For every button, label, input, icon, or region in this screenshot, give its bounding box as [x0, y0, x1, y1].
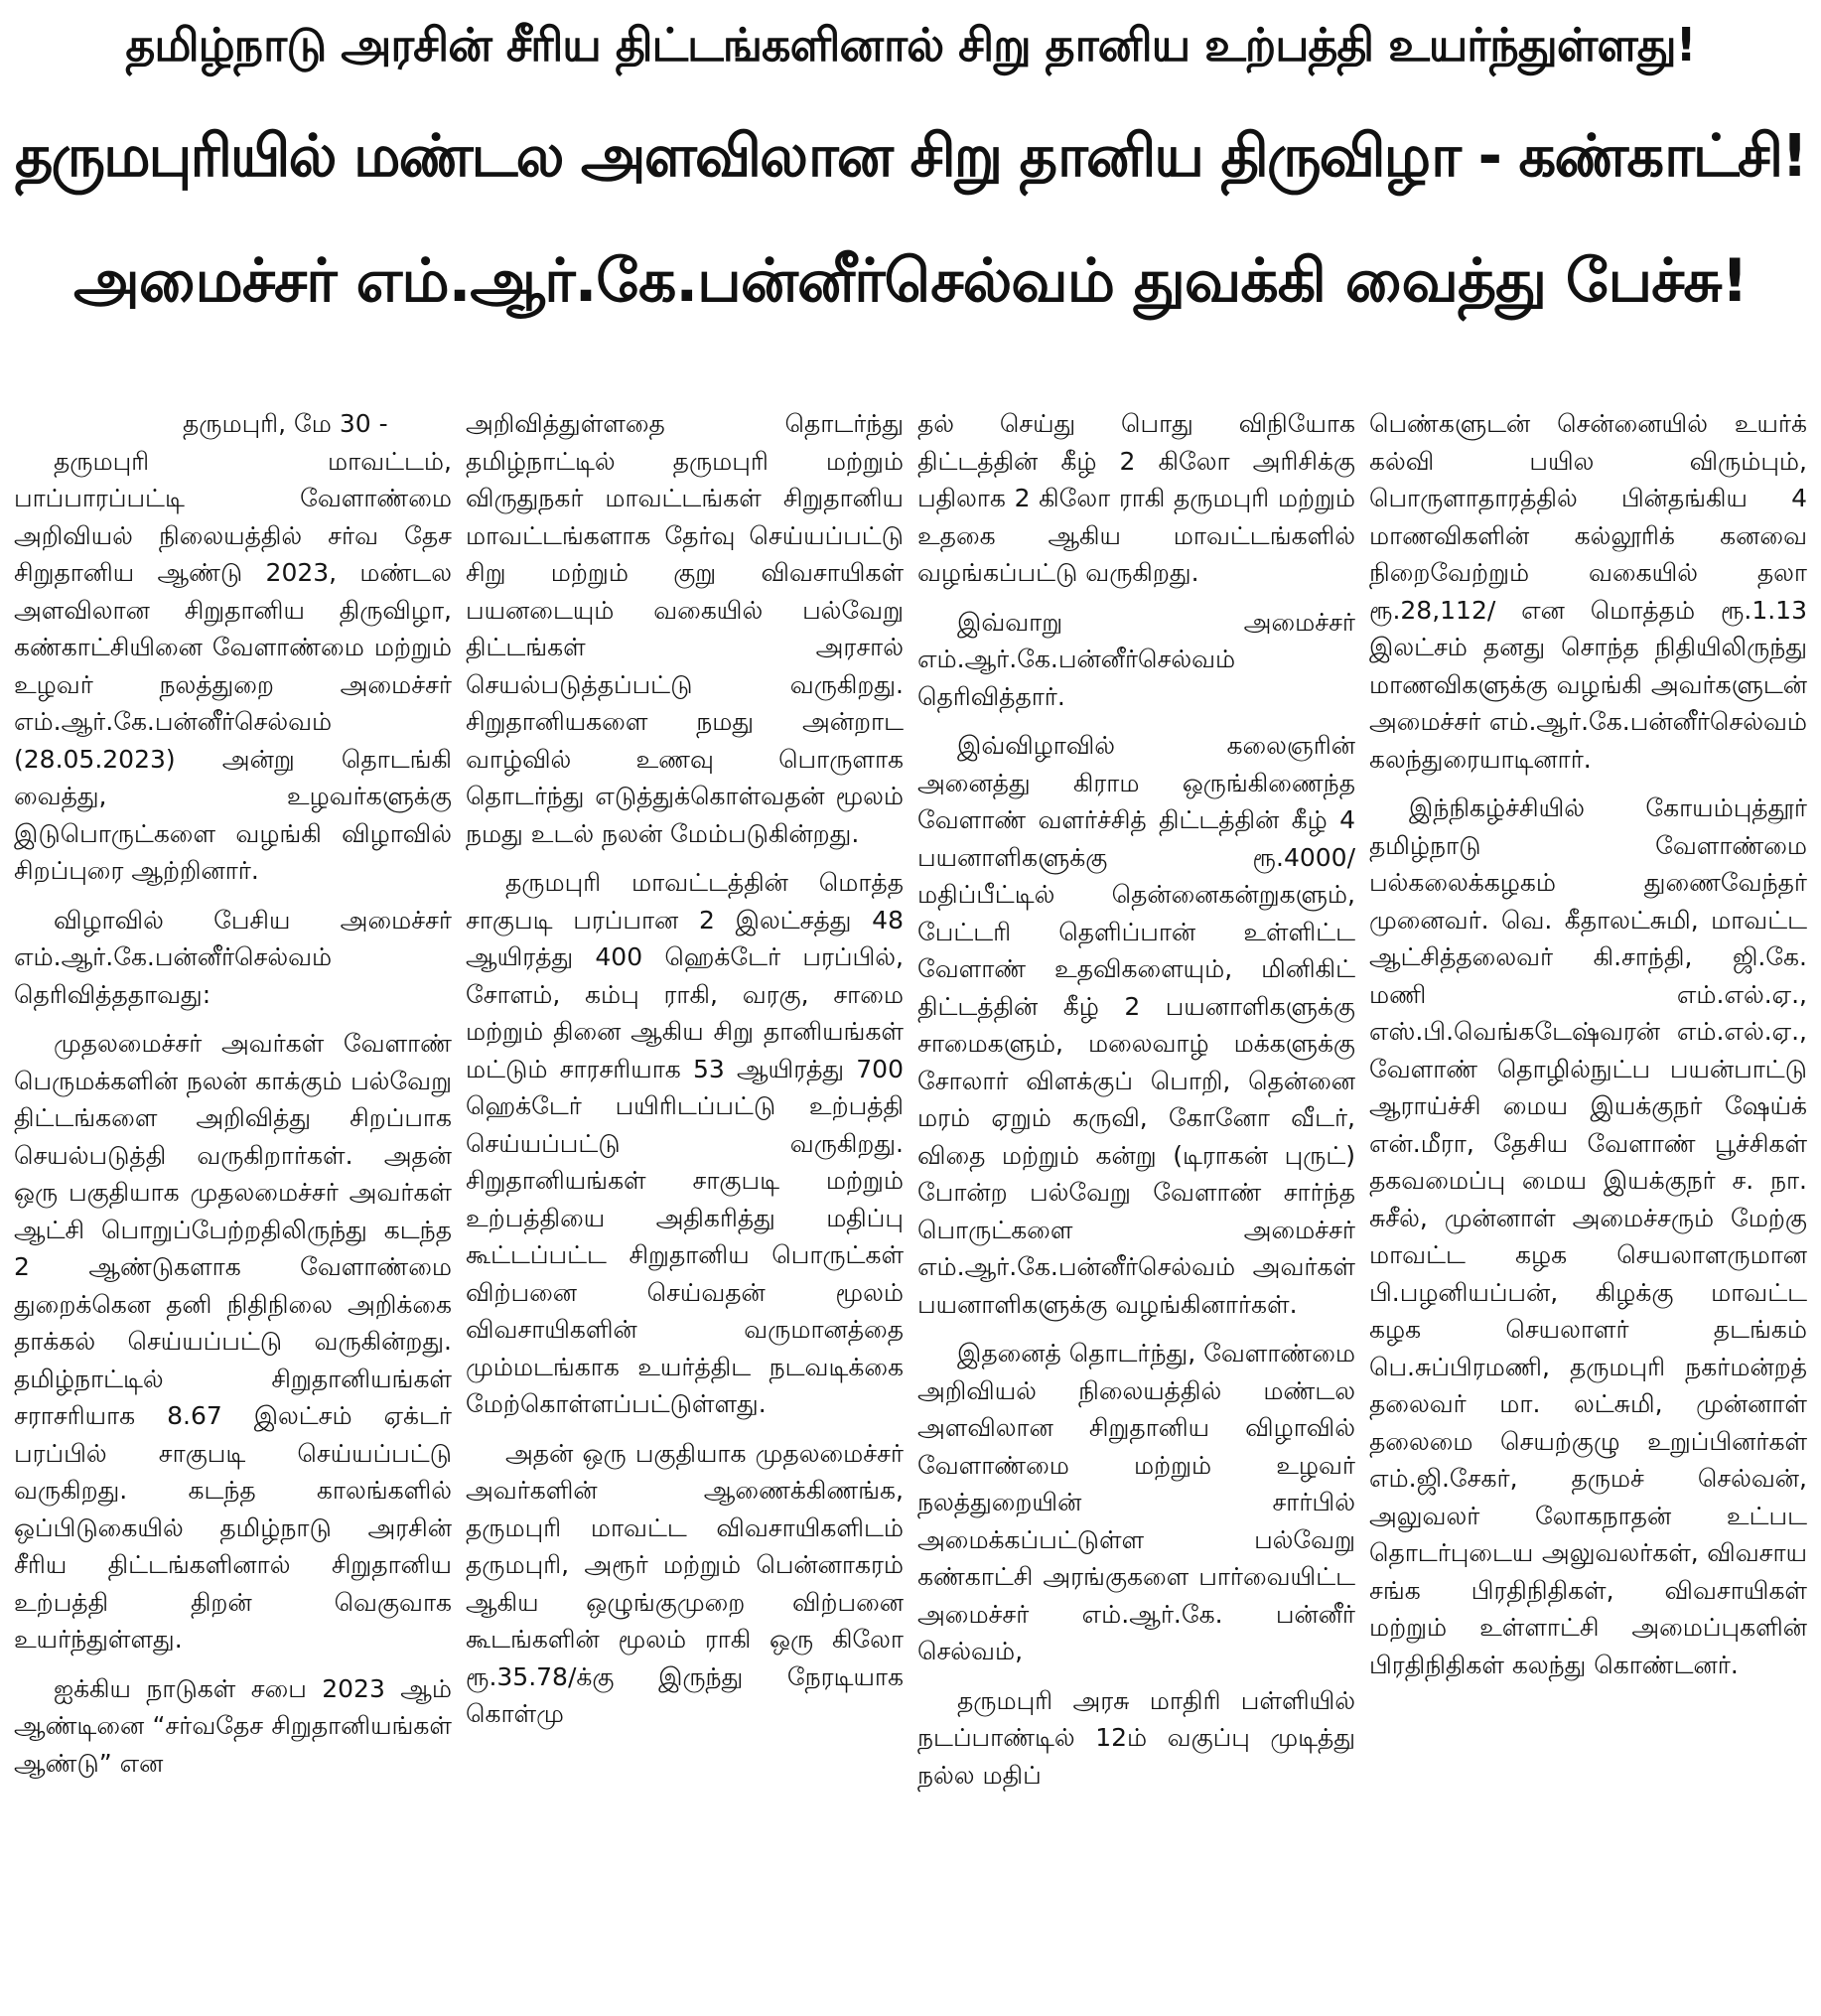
paragraph: விழாவில் பேசிய அமைச்சர் எம்.ஆர்.கே.பன்னீர்செல்வம் தெரிவித்ததாவது:: [14, 905, 452, 1009]
article-column-1: [14, 405, 452, 2014]
main-headline: தருமபுரியில் மண்டல அளவிலான சிறு தானிய திருவிழா - கண்காட்சி!: [14, 121, 1807, 190]
paragraph: பெண்களுடன் சென்னையில் உயர்க் கல்வி பயில விரும்பும், பொருளாதாரத்தில் பின்தங்கிய 4 மாணவிகளின் கல்லூரிக் கனவை நிறைவேற்றும் வகையில் தலா ரூ.28,112/ என மொத்தம் ரூ.1.13 இலட்சம் தனது சொந்த நிதியிலிருந்து மாணவிகளுக்கு வழங்கி அவர்களுடன் அமைச்சர் எம்.ஆர்.கே.பன்னீர்செல்வம் கலந்துரையாடினார்.: [1369, 409, 1807, 774]
paragraph: இதனைத் தொடர்ந்து, வேளாண்மை அறிவியல் நிலையத்தில் மண்டல அளவிலான சிறுதானிய விழாவில் வேளாண்மை மற்றும் உழவர் நலத்துறையின் சார்பில் அமைக்கப்பட்டுள்ள பல்வேறு கண்காட்சி அரங்குகளை பார்வையிட்ட அமைச்சர் எம்.ஆர்.கே. பன்னீர் செல்வம்,: [917, 1339, 1355, 1665]
paragraph: அதன் ஒரு பகுதியாக முதலமைச்சர் அவர்களின் ஆணைக்கிணங்க, தருமபுரி மாவட்ட விவசாயிகளிடம் தருமபுரி, அரூர் மற்றும் பென்னாகரம் ஆகிய ஒழுங்குமுறை விற்பனை கூடங்களின் மூலம் ராகி ஒரு கிலோ ரூ.35.78/க்கு இருந்து நேரடியாக கொள்மு: [466, 1438, 904, 1728]
article-body: [14, 405, 1807, 2014]
kicker-headline: தமிழ்நாடு அரசின் சீரிய திட்டங்களினால் சிறு தானிய உற்பத்தி உயர்ந்துள்ளது!: [125, 18, 1696, 72]
sub-headline: அமைச்சர் எம்.ஆர்.கே.பன்னீர்செல்வம் துவக்கி வைத்து பேச்சு!: [73, 246, 1748, 316]
paragraph: தல் செய்து பொது விநியோக திட்டத்தின் கீழ் 2 கிலோ அரிசிக்கு பதிலாக 2 கிலோ ராகி தருமபுரி மற்றும் உதகை ஆகிய மாவட்டங்களில் வழங்கப்பட்டு வருகிறது.: [917, 409, 1355, 587]
article-column-4: [1369, 405, 1807, 2014]
article-column-2: [466, 405, 904, 2014]
paragraph: தருமபுரி மாவட்டம், பாப்பாரப்பட்டி வேளாண்மை அறிவியல் நிலையத்தில் சர்வ தேச சிறுதானிய ஆண்டு 2023, மண்டல அளவிலான சிறுதானிய திருவிழா, கண்காட்சியினை வேளாண்மை மற்றும் உழவர் நலத்துறை அமைச்சர் எம்.ஆர்.கே.பன்னீர்செல்வம் (28.05.2023) அன்று தொடங்கி வைத்து, உழவர்களுக்கு இடுபொருட்களை வழங்கி விழாவில் சிறப்புரை ஆற்றினார்.: [14, 446, 452, 885]
paragraph: இவ்வாறு அமைச்சர் எம்.ஆர்.கே.பன்னீர்செல்வம் தெரிவித்தார்.: [917, 607, 1355, 711]
paragraph: ஐக்கிய நாடுகள் சபை 2023 ஆம் ஆண்டினை “சர்வதேச சிறுதானியங்கள் ஆண்டு” என: [14, 1673, 452, 1778]
paragraph: முதலமைச்சர் அவர்கள் வேளாண் பெருமக்களின் நலன் காக்கும் பல்வேறு திட்டங்களை அறிவித்து சிறப்பாக செயல்படுத்தி வருகிறார்கள். அதன் ஒரு பகுதியாக முதலமைச்சர் அவர்கள் ஆட்சி பொறுப்பேற்றதிலிருந்து கடந்த 2 ஆண்டுகளாக வேளாண்மை துறைக்கென தனி நிதிநிலை அறிக்கை தாக்கல் செய்யப்பட்டு வருகின்றது. தமிழ்நாட்டில் சிறுதானியங்கள் சராசரியாக 8.67 இலட்சம் ஏக்டர் பரப்பில் சாகுபடி செய்யப்பட்டு வருகிறது. கடந்த காலங்களில் ஒப்பிடுகையில் தமிழ்நாடு அரசின் சீரிய திட்டங்களினால் சிறுதானிய உற்பத்தி திறன் வெகுவாக உயர்ந்துள்ளது.: [14, 1029, 452, 1654]
article-column-3: [917, 405, 1355, 2014]
paragraph: அறிவித்துள்ளதை தொடர்ந்து தமிழ்நாட்டில் தருமபுரி மற்றும் விருதுநகர் மாவட்டங்கள் சிறுதானிய மாவட்டங்களாக தேர்வு செய்யப்பட்டு சிறு மற்றும் குறு விவசாயிகள் பயனடையும் வகையில் பல்வேறு திட்டங்கள் அரசால் செயல்படுத்தப்பட்டு வருகிறது. சிறுதானியகளை நமது அன்றாட வாழ்வில் உணவு பொருளாக தொடர்ந்து எடுத்துக்கொள்வதன் மூலம் நமது உடல் நலன் மேம்படுகின்றது.: [466, 409, 904, 848]
paragraph: தருமபுரி அரசு மாதிரி பள்ளியில் நடப்பாண்டில் 12ம் வகுப்பு முடித்து நல்ல மதிப்: [917, 1685, 1355, 1790]
dateline: தருமபுரி, மே 30 -: [183, 409, 388, 438]
paragraph: இந்நிகழ்ச்சியில் கோயம்புத்தூர் தமிழ்நாடு வேளாண்மை பல்கலைக்கழகம் துணைவேந்தர் முனைவர். வெ. கீதாலட்சுமி, மாவட்ட ஆட்சித்தலைவர் கி.சாந்தி, ஜி.கே. மணி எம்.எல்.ஏ., எஸ்.பி.வெங்கடேஷ்வரன் எம்.எல்.ஏ., வேளாண் தொழில்நுட்ப பயன்பாட்டு ஆராய்ச்சி மைய இயக்குநர் ஷேய்க் என்.மீரா, தேசிய வேளாண் பூச்சிகள் தகவமைப்பு மைய இயக்குநர் ச. நா. சுசீல், முன்னாள் அமைச்சரும் மேற்கு மாவட்ட கழக செயலாளருமான பி.பழனியப்பன், கிழக்கு மாவட்ட கழக செயலாளர் தடங்கம் பெ.சுப்பிரமணி, தருமபுரி நகர்மன்றத் தலைவர் மா. லட்சுமி, முன்னாள் தலைமை செயற்குழு உறுப்பினர்கள் எம்.ஜி.சேகர், தருமச் செல்வன், அலுவலர் லோகநாதன் உட்பட தொடர்புடைய அலுவலர்கள், விவசாய சங்க பிரதிநிதிகள், விவசாயிகள் மற்றும் உள்ளாட்சி அமைப்புகளின் பிரதிநிதிகள் கலந்து கொண்டனர்.: [1369, 793, 1807, 1679]
paragraph: இவ்விழாவில் கலைஞரின் அனைத்து கிராம ஒருங்கிணைந்த வேளாண் வளர்ச்சித் திட்டத்தின் கீழ் 4 பயனாளிகளுக்கு ரூ.4000/ மதிப்பீட்டில் தென்னைகன்றுகளும், பேட்டரி தெளிப்பான் உள்ளிட்ட வேளாண் உதவிகளையும், மினிகிட் திட்டத்தின் கீழ் 2 பயனாளிகளுக்கு சாமைகளும், மலைவாழ் மக்களுக்கு சோலார் விளக்குப் பொறி, தென்னை மரம் ஏறும் கருவி, கோனோ வீடர், விதை மற்றும் கன்று (டிராகன் புருட்) போன்ற பல்வேறு வேளாண் சார்ந்த பொருட்களை அமைச்சர் எம்.ஆர்.கே.பன்னீர்செல்வம் அவர்கள் பயனாளிகளுக்கு வழங்கினார்கள்.: [917, 731, 1355, 1319]
paragraph: தருமபுரி மாவட்டத்தின் மொத்த சாகுபடி பரப்பான 2 இலட்சத்து 48 ஆயிரத்து 400 ஹெக்டேர் பரப்பில், சோளம், கம்பு ராகி, வரகு, சாமை மற்றும் தினை ஆகிய சிறு தானியங்கள் மட்டும் சாரசரியாக 53 ஆயிரத்து 700 ஹெக்டேர் பயிரிடப்பட்டு உற்பத்தி செய்யப்பட்டு வருகிறது. சிறுதானியங்கள் சாகுபடி மற்றும் உற்பத்தியை அதிகரித்து மதிப்பு கூட்டப்பட்ட சிறுதானிய பொருட்கள் விற்பனை செய்வதன் மூலம் விவசாயிகளின் வருமானத்தை மும்மடங்காக உயர்த்திட நடவடிக்கை மேற்கொள்ளப்பட்டுள்ளது.: [466, 868, 904, 1418]
